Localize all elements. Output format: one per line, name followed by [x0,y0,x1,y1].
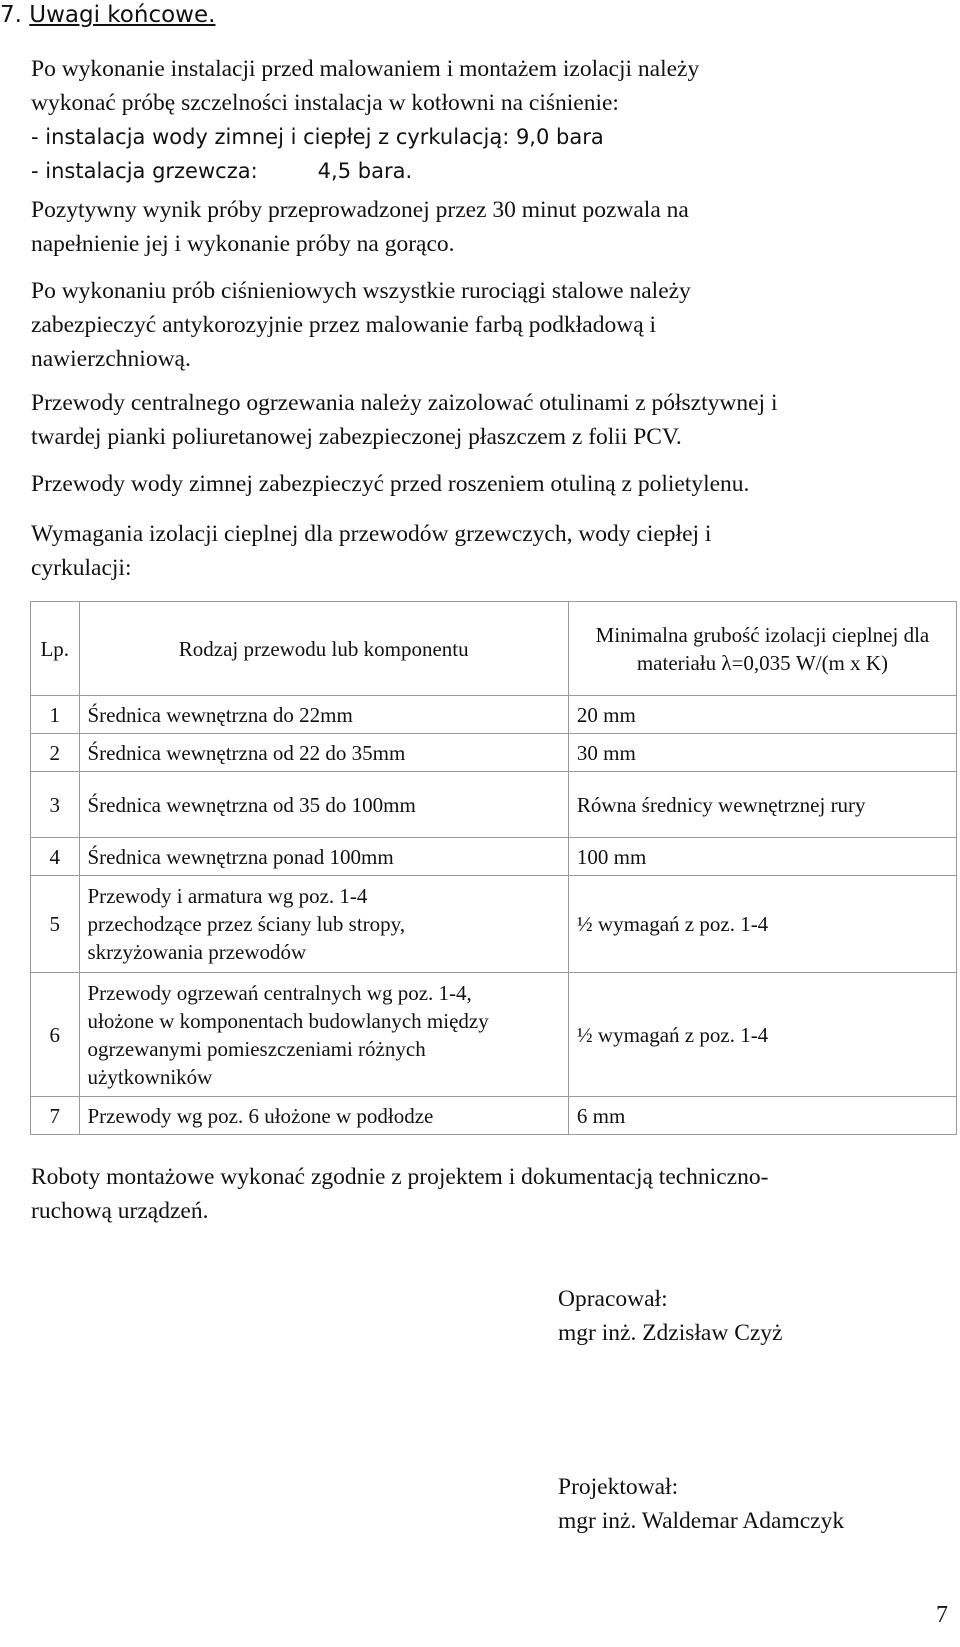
insulation-paragraph [31,386,936,454]
row-lp: 6 [31,973,80,1097]
requirements-line-2: cyrkulacji: [31,555,132,581]
page-number: 7 [936,1602,948,1628]
requirements-line-1: Wymagania izolacji cieplnej dla przewodów grzewczych, wody ciepłej i [31,521,712,547]
table-row [31,838,957,876]
designed-by-block [558,1470,844,1538]
row-type: Średnica wewnętrzna od 22 do 35mm [79,734,568,772]
cold-hot-water-pressure: - instalacja wody zimnej i ciepłej z cyrkulacją: 9,0 bara [31,125,604,149]
heating-pressure-value: 4,5 bara. [317,159,413,183]
section-number: 7. [0,2,22,28]
table-row [31,973,957,1097]
requirements-paragraph [31,517,936,585]
table-row [31,772,957,838]
row-type: Średnica wewnętrzna do 22mm [79,696,568,734]
pressure-test-paragraph [31,52,936,188]
row-min: 20 mm [568,696,956,734]
heating-pressure-line [31,154,936,188]
row-type: Przewody wg poz. 6 ułożone w podłodze [79,1097,568,1135]
row-min: Równa średnicy wewnętrznej rury [568,772,956,838]
insulation-line-2: twardej pianki poliuretanowej zabezpieczonej płaszczem z folii PCV. [31,424,682,450]
installation-works-paragraph [31,1160,936,1228]
insulation-requirements-table [30,601,957,1135]
header-lp: Lp. [31,602,80,696]
designed-by-name: mgr inż. Waldemar Adamczyk [558,1508,845,1534]
row-min: ½ wymagań z poz. 1-4 [568,876,956,973]
positive-result-line-1: Pozytywny wynik próby przeprowadzonej przez 30 minut pozwala na [31,197,689,223]
table-row [31,696,957,734]
anticorrosion-line-1: Po wykonaniu prób ciśnieniowych wszystkie rurociągi stalowe należy [31,278,691,304]
anticorrosion-line-2: zabezpieczyć antykorozyjnie przez malowanie farbą podkładową i [31,312,657,338]
row-min: 100 mm [568,838,956,876]
row-type: Przewody ogrzewań centralnych wg poz. 1-4, ułożone w komponentach budowlanych między ogrzewanymi pomieszczeniami różnych użytkowników [79,973,568,1097]
row-min: 6 mm [568,1097,956,1135]
section-title: Uwagi końcowe. [29,2,216,28]
row-lp: 1 [31,696,80,734]
anticorrosion-line-3: nawierzchniową. [31,346,191,372]
pressure-test-line-1: Po wykonanie instalacji przed malowaniem i montażem izolacji należy [31,56,700,82]
prepared-by-label: Opracował: [558,1286,668,1312]
row-lp: 2 [31,734,80,772]
installation-works-line-1: Roboty montażowe wykonać zgodnie z projektem i dokumentacją techniczno- [31,1164,769,1190]
prepared-by-name: mgr inż. Zdzisław Czyż [558,1320,783,1346]
insulation-line-1: Przewody centralnego ogrzewania należy zaizolować otulinami z półsztywnej i [31,390,778,416]
prepared-by-block [558,1282,783,1350]
row-lp: 7 [31,1097,80,1135]
installation-works-line-2: ruchową urządzeń. [31,1198,209,1224]
table-header-row [31,602,957,696]
row-lp: 5 [31,876,80,973]
table-row [31,876,957,973]
table-row [31,734,957,772]
row-min: ½ wymagań z poz. 1-4 [568,973,956,1097]
cold-water-paragraph [31,467,936,501]
table-row [31,1097,957,1135]
cold-water-line-1: Przewody wody zimnej zabezpieczyć przed roszeniem otuliną z polietylenu. [31,471,750,497]
designed-by-label: Projektował: [558,1474,679,1500]
positive-result-paragraph [31,193,936,261]
pressure-test-line-2: wykonać próbę szczelności instalacja w kotłowni na ciśnienie: [31,90,619,116]
header-type: Rodzaj przewodu lub komponentu [79,602,568,696]
header-min-thickness: Minimalna grubość izolacji cieplnej dla materiału λ=0,035 W/(m x K) [568,602,956,696]
heating-pressure-label: - instalacja grzewcza: [31,159,258,183]
row-lp: 4 [31,838,80,876]
row-type: Przewody i armatura wg poz. 1-4 przechodzące przez ściany lub stropy, skrzyżowania przewodów [79,876,568,973]
section-heading [0,2,215,28]
positive-result-line-2: napełnienie jej i wykonanie próby na gorąco. [31,231,455,257]
row-type: Średnica wewnętrzna od 35 do 100mm [79,772,568,838]
row-min: 30 mm [568,734,956,772]
row-type: Średnica wewnętrzna ponad 100mm [79,838,568,876]
row-lp: 3 [31,772,80,838]
anticorrosion-paragraph [31,274,936,376]
